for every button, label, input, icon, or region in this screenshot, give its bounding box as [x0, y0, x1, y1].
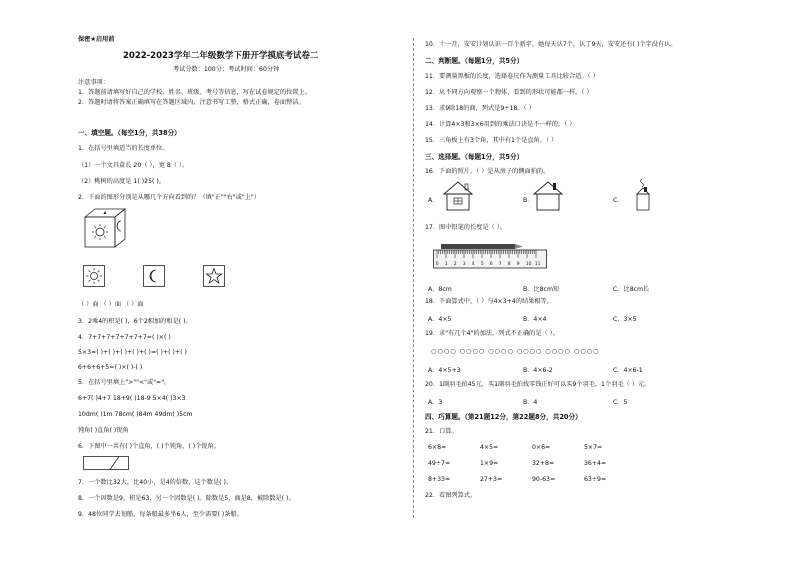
question-5b: 10dm( )1m 78cm( )84m 49dm( )5cm — [78, 411, 193, 418]
moon-view-icon — [143, 265, 165, 287]
question-6: 6．下图中一共有( )个直角，( )个钝角，( )个锐角。 — [78, 443, 220, 450]
ruler-label: 0 — [435, 262, 439, 267]
section-4-heading: 四、巧算题。（第21题12分，第22题8分，共20分） — [425, 413, 582, 421]
question-7: 7．一个数比32大，比40小，是4的倍数，这个数是( )。 — [78, 479, 233, 486]
q16-option-c: C． — [613, 197, 624, 204]
q20-option-b: B．4 — [523, 399, 538, 406]
question-12: 12．从不同方向观察一个物体，看到的形状可能都一样。（ ） — [425, 89, 593, 96]
calc-item: 1×9= — [480, 460, 499, 467]
question-11: 11．要测量黑板的长度，选择卷尺作为测量工具比较合适。（ ） — [425, 73, 599, 80]
calc-item: 8+33= — [428, 476, 451, 483]
notice-1: 1．答题前请填写好自己的学校、姓名、班级、考号等信息，写在试卷规定的位置上。 — [78, 89, 311, 96]
page-title: 2022-2023学年二年级数学下册开学摸底考试卷二 — [123, 51, 319, 61]
q19-option-b: B．4×6-2 — [523, 367, 553, 374]
calc-item: 90-63= — [532, 476, 556, 483]
calc-item: 5×7= — [584, 444, 603, 451]
notice-heading: 注意事项： — [78, 79, 109, 86]
question-15: 15．三角板上有3个角，其中有1个是直角。（ ） — [425, 137, 558, 144]
house-chimney-icon — [636, 178, 650, 212]
calc-item: 36+4= — [584, 460, 607, 467]
section-3-heading: 三、选择题。（每题1分，共5分） — [425, 153, 524, 161]
ruler-label: 3 — [462, 262, 466, 267]
calc-item: 4×5= — [480, 444, 499, 451]
notice-2: 2．答题时请将答案正确填写在答题区域内，注意书写工整，格式正确，卷面整洁。 — [78, 99, 305, 106]
question-4b: 5×3=( )+( )+( )+( )+( )=( )+( )+( ) — [78, 349, 187, 356]
question-14: 14．计算4×3和3×6用到的乘法口诀是不一样的。（ ） — [425, 121, 576, 128]
question-2-answers: （ ）面 （ ）面 （ ）面 — [78, 301, 144, 308]
ruler-label: 1 — [444, 262, 448, 267]
q16-option-b: B． — [523, 197, 534, 204]
q19-option-c: C．4×6-1 — [613, 367, 643, 374]
question-1b: （2）桃树的高度是 1( )25( )。 — [78, 178, 165, 185]
q19-circles: ○○○○ ○○○○ ○○○○ ○○○○ ○○○○ ○○○○ — [431, 348, 600, 355]
question-18: 18．下面算式中，（ ）与4×3+4的结果相等。 — [425, 298, 553, 305]
question-20: 20．1副羽毛拍45元，买1副羽毛拍找零钱正好可以买9个羽毛，1个羽毛（ ）元。 — [425, 381, 651, 388]
question-4: 4．7+7+7+7+7+7+7=( )×( ) — [78, 334, 171, 341]
question-5: 5．在括号里填上">""<"或"="。 — [78, 379, 171, 386]
ruler-label: 7 — [498, 262, 502, 267]
question-2: 2．下面的图形分别是从哪几个方向看到的？（填"正""右"或"上"） — [78, 194, 260, 201]
question-13: 13．求9除18的商，列式是9÷18。（ ） — [425, 105, 535, 112]
question-3: 3．2乘4的积是( )，6个2相加的和是( )。 — [78, 318, 192, 325]
question-19: 19．求"有几个4"的加法，列式不正确的是（ ）。 — [425, 330, 559, 337]
section-2-heading: 二、判断题。（每题1分，共5分） — [425, 57, 524, 65]
q20-option-c: C．5 — [613, 399, 628, 406]
ruler-label: 10 — [525, 262, 532, 267]
question-1: 1．在括号里填适当的长度单位。 — [78, 145, 169, 152]
cube-icon — [83, 207, 127, 249]
ruler-label: 11 — [534, 262, 541, 267]
secret-label: 保密★启用前 — [78, 36, 115, 43]
house-front-icon — [443, 180, 473, 212]
ruler-label: 2 — [453, 262, 457, 267]
q17-option-b: B．比8cm短 — [523, 286, 560, 293]
sun-view-icon — [83, 265, 105, 287]
ruler-label: 8 — [507, 262, 511, 267]
question-16: 16．下面的照片，（ ）是从房子的侧面拍的。 — [425, 168, 550, 175]
calc-item: 27+3= — [480, 476, 503, 483]
q20-option-a: A．3 — [428, 399, 443, 406]
parallelogram-figure-icon — [83, 456, 129, 470]
ruler-label: 5 — [480, 262, 484, 267]
calc-item: 63÷9= — [584, 476, 607, 483]
question-8: 8．一个因数是9，积是63，另一个因数是( )。除数是5，商是8，被除数是( )。 — [78, 495, 295, 502]
question-5c: 钝角( )直角( )锐角 — [78, 427, 129, 434]
question-10: 10．十一月，安安计划认识一百个新字，她每天认7个，认了9天，安安还有( )个字没有认。 — [425, 41, 677, 48]
question-5a: 6+7( )4+7 18+9( )18-9 5×4( )3×3 — [78, 395, 186, 402]
calc-item: 6×8= — [428, 444, 447, 451]
section-1-heading: 一、填空题。（每空1分，共38分） — [78, 129, 181, 137]
q18-option-b: B．4×4 — [523, 316, 547, 323]
q18-option-c: C．3×5 — [613, 316, 637, 323]
question-9: 9．48位同学去划船，每条船最多坐6人，至少需要( )条船。 — [78, 511, 243, 518]
question-4c: 6+6+6+5=( )×( )-( ) — [78, 364, 143, 371]
ruler-pencil-icon — [433, 240, 548, 270]
calc-item: 32+8= — [532, 460, 555, 467]
star-view-icon — [203, 265, 225, 287]
calc-item: 0×6= — [532, 444, 551, 451]
ruler-label: 9 — [516, 262, 520, 267]
column-divider — [413, 38, 414, 518]
calc-item: 49÷7= — [428, 460, 451, 467]
q19-option-a: A．4×5+3 — [428, 367, 461, 374]
house-side-icon — [533, 180, 563, 212]
exam-info: 考试分数：100分；考试时间：60分钟 — [173, 66, 280, 73]
q16-option-a: A． — [428, 197, 439, 204]
q18-option-a: A．4×5 — [428, 316, 452, 323]
q17-option-c: C．比8cm长 — [613, 286, 650, 293]
q17-option-a: A．8cm — [428, 286, 452, 293]
ruler-label: 6 — [489, 262, 493, 267]
question-1a: （1）一个文具盒长 20（ ），宽 8（ ）。 — [78, 162, 189, 169]
question-21: 21．口算。 — [425, 428, 458, 435]
ruler-label: 4 — [471, 262, 475, 267]
question-22: 22．看图列算式。 — [425, 492, 477, 499]
question-17: 17．图中铅笔的长度是（ ）。 — [425, 224, 506, 231]
